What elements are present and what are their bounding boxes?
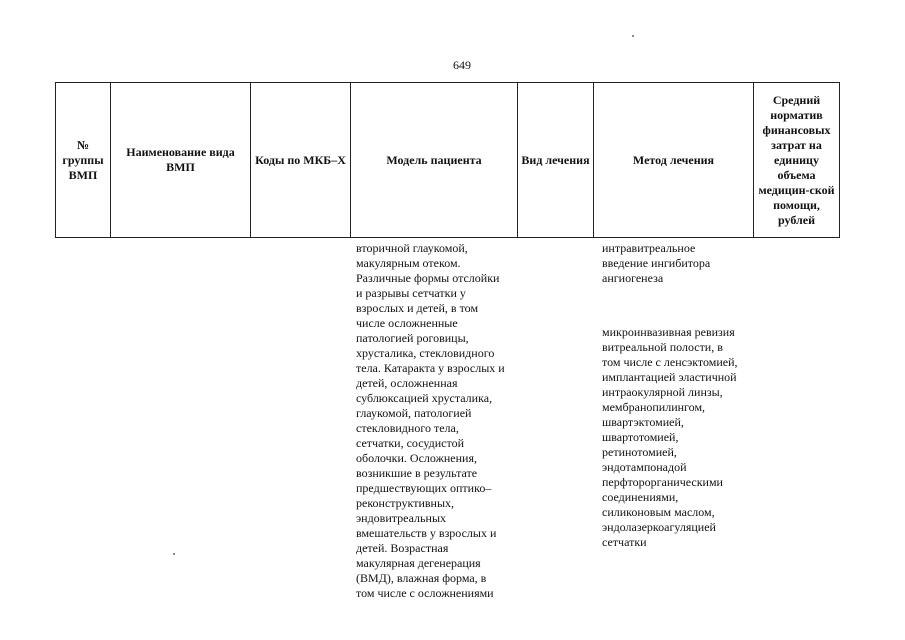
scan-dot <box>632 35 634 37</box>
patient-model-text: вторичной глаукомой, макулярным отеком. Различные формы отслойки и разрывы сетчатки у взрослых и детей, в том числе осложненные патологией роговицы, хрусталика, стекловидного тела. Катаракта у взрослых и детей, осложненная сублюксацией хрусталика, глаукомой, патологией стекловидного тела, сетчатки, сосудистой оболочки. Осложнения, возникшие в результате предшествующих оптико– реконструктивных, эндовитреальных вмешательств у взрослых и детей. Возрастная макулярная дегенерация (ВМД), влажная форма, в том числе с осложнениями <box>356 241 505 600</box>
header-row <box>56 83 840 238</box>
header-treatment-method: Метод лечения <box>594 83 754 238</box>
header-average-cost: Средний норматив финансовых затрат на единицу объема медицин-ской помощи, рублей <box>754 83 840 238</box>
scan-dot <box>173 553 175 555</box>
header-name: Наименование вида ВМП <box>111 83 251 238</box>
header-patient-model: Модель пациента <box>351 83 518 238</box>
treatment-method-text-1: интравитреальное введение ингибитора ангиогенеза <box>602 241 711 285</box>
header-treatment-type: Вид лечения <box>518 83 594 238</box>
page-number: 649 <box>453 58 471 72</box>
treatment-method-text-2: микроинвазивная ревизия витреальной полости, в том числе с ленсэктомией, имплантацией эластичной интраокулярной линзы, мембранопилингом, швартэктомией, швартотомией, ретинотомией, эндотампонадой перфторорганическими соединениями, силиконовым маслом, эндолазеркоагуляцией сетчатки <box>602 325 738 549</box>
header-codes: Коды по МКБ–X <box>251 83 351 238</box>
header-group-number: № группы ВМП <box>56 83 111 238</box>
table-header <box>55 82 840 238</box>
